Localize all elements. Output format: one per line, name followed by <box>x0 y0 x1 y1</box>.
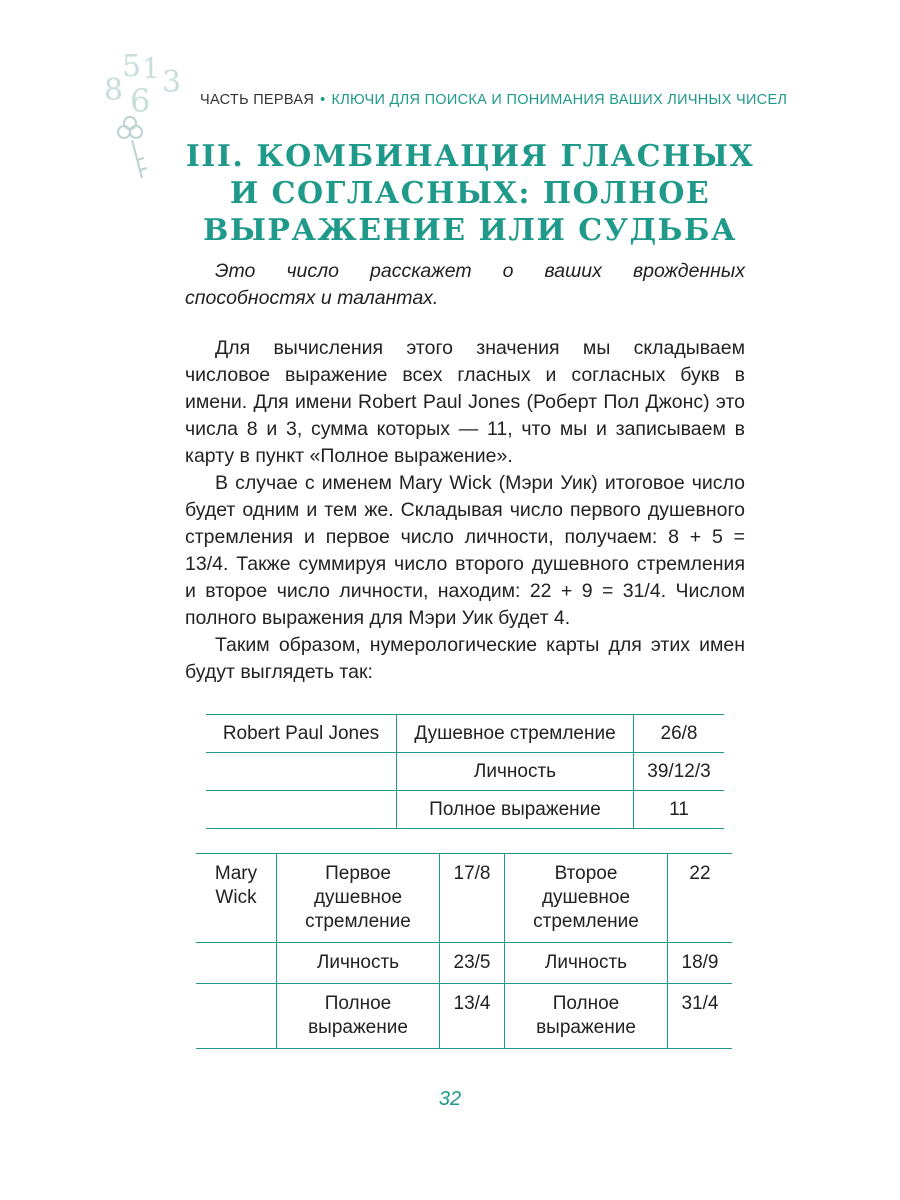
table2-empty <box>196 943 277 984</box>
table1-label: Душевное стремление <box>397 715 634 753</box>
table-row <box>206 791 724 829</box>
table1-value: 39/12/3 <box>634 753 725 791</box>
table1-label: Личность <box>397 753 634 791</box>
table-row <box>206 753 724 791</box>
table1-empty <box>206 791 397 829</box>
running-head <box>200 92 788 108</box>
table1-empty <box>206 753 397 791</box>
page-number: 32 <box>438 1088 462 1110</box>
table2-label2: Личность <box>505 943 668 984</box>
table2-empty <box>196 984 277 1049</box>
table2-label1: Первое душевное стремление <box>277 854 440 943</box>
table1-name: Robert Paul Jones <box>206 715 397 753</box>
body-paragraphs <box>185 335 745 686</box>
table2-value1: 17/8 <box>440 854 505 943</box>
title-line-1: III. КОМБИНАЦИЯ ГЛАСНЫХ <box>185 139 755 174</box>
table2-value1: 23/5 <box>440 943 505 984</box>
decor-digit-8: 8 <box>104 73 124 108</box>
numerology-table-mary <box>196 853 732 1049</box>
table-row <box>206 715 724 753</box>
table2-name: Mary Wick <box>196 854 277 943</box>
table2-value1: 13/4 <box>440 984 505 1049</box>
table1-value: 11 <box>634 791 725 829</box>
table-row <box>196 943 732 984</box>
lead-paragraph <box>185 258 745 312</box>
title-line-3: ВЫРАЖЕНИЕ ИЛИ СУДЬБА <box>202 213 737 248</box>
title-line-2: И СОГЛАСНЫХ: ПОЛНОЕ <box>229 176 711 211</box>
running-head-section: КЛЮЧИ ДЛЯ ПОИСКА И ПОНИМАНИЯ ВАШИХ ЛИЧНЫХ ЧИСЕЛ <box>331 92 788 108</box>
table2-value2: 22 <box>668 854 733 943</box>
paragraph-1: Для вычисления этого значения мы складываем числовое выражение всех гласных и согласных букв в имени. Для имени Robert Paul Jones (Роберт Пол Джонс) это числа 8 и 3, сумма которых — 11, что мы и записываем в карту в пункт «Полное выражение». <box>185 337 745 467</box>
table2-label2: Полное выражение <box>505 984 668 1049</box>
table2-label1: Личность <box>277 943 440 984</box>
chapter-title <box>180 138 760 249</box>
lead-text: Это число расскажет о ваших врожденных способностях и талантах. <box>185 260 745 309</box>
key-icon <box>118 117 147 178</box>
table2-label2: Второе душевное стремление <box>505 854 668 943</box>
table1-value: 26/8 <box>634 715 725 753</box>
running-head-part: ЧАСТЬ ПЕРВАЯ <box>200 92 315 108</box>
table-row <box>196 984 732 1049</box>
decor-digit-1: 1 <box>142 52 160 85</box>
paragraph-2: В случае с именем Mary Wick (Мэри Уик) итоговое число будет одним и тем же. Складывая число первого душевного стремления и первое число личности, получаем: 8 + 5 = 13/4. Также суммируя число второго душевного стремления и второе число личности, находим: 22 + 9 = 31/4. Числом полного выражения для Мэри Уик будет 4. <box>185 472 745 629</box>
running-head-bullet: • <box>320 92 326 108</box>
numerology-table-robert <box>206 714 724 829</box>
table2-label1: Полное выражение <box>277 984 440 1049</box>
decor-digit-5: 5 <box>122 49 142 84</box>
table1-label: Полное выражение <box>397 791 634 829</box>
table2-value2: 18/9 <box>668 943 733 984</box>
paragraph-3: Таким образом, нумерологические карты для этих имен будут выглядеть так: <box>185 634 745 683</box>
decor-digit-3: 3 <box>162 65 182 100</box>
table-row <box>196 854 732 943</box>
decor-digit-6: 6 <box>130 82 151 120</box>
table2-value2: 31/4 <box>668 984 733 1049</box>
